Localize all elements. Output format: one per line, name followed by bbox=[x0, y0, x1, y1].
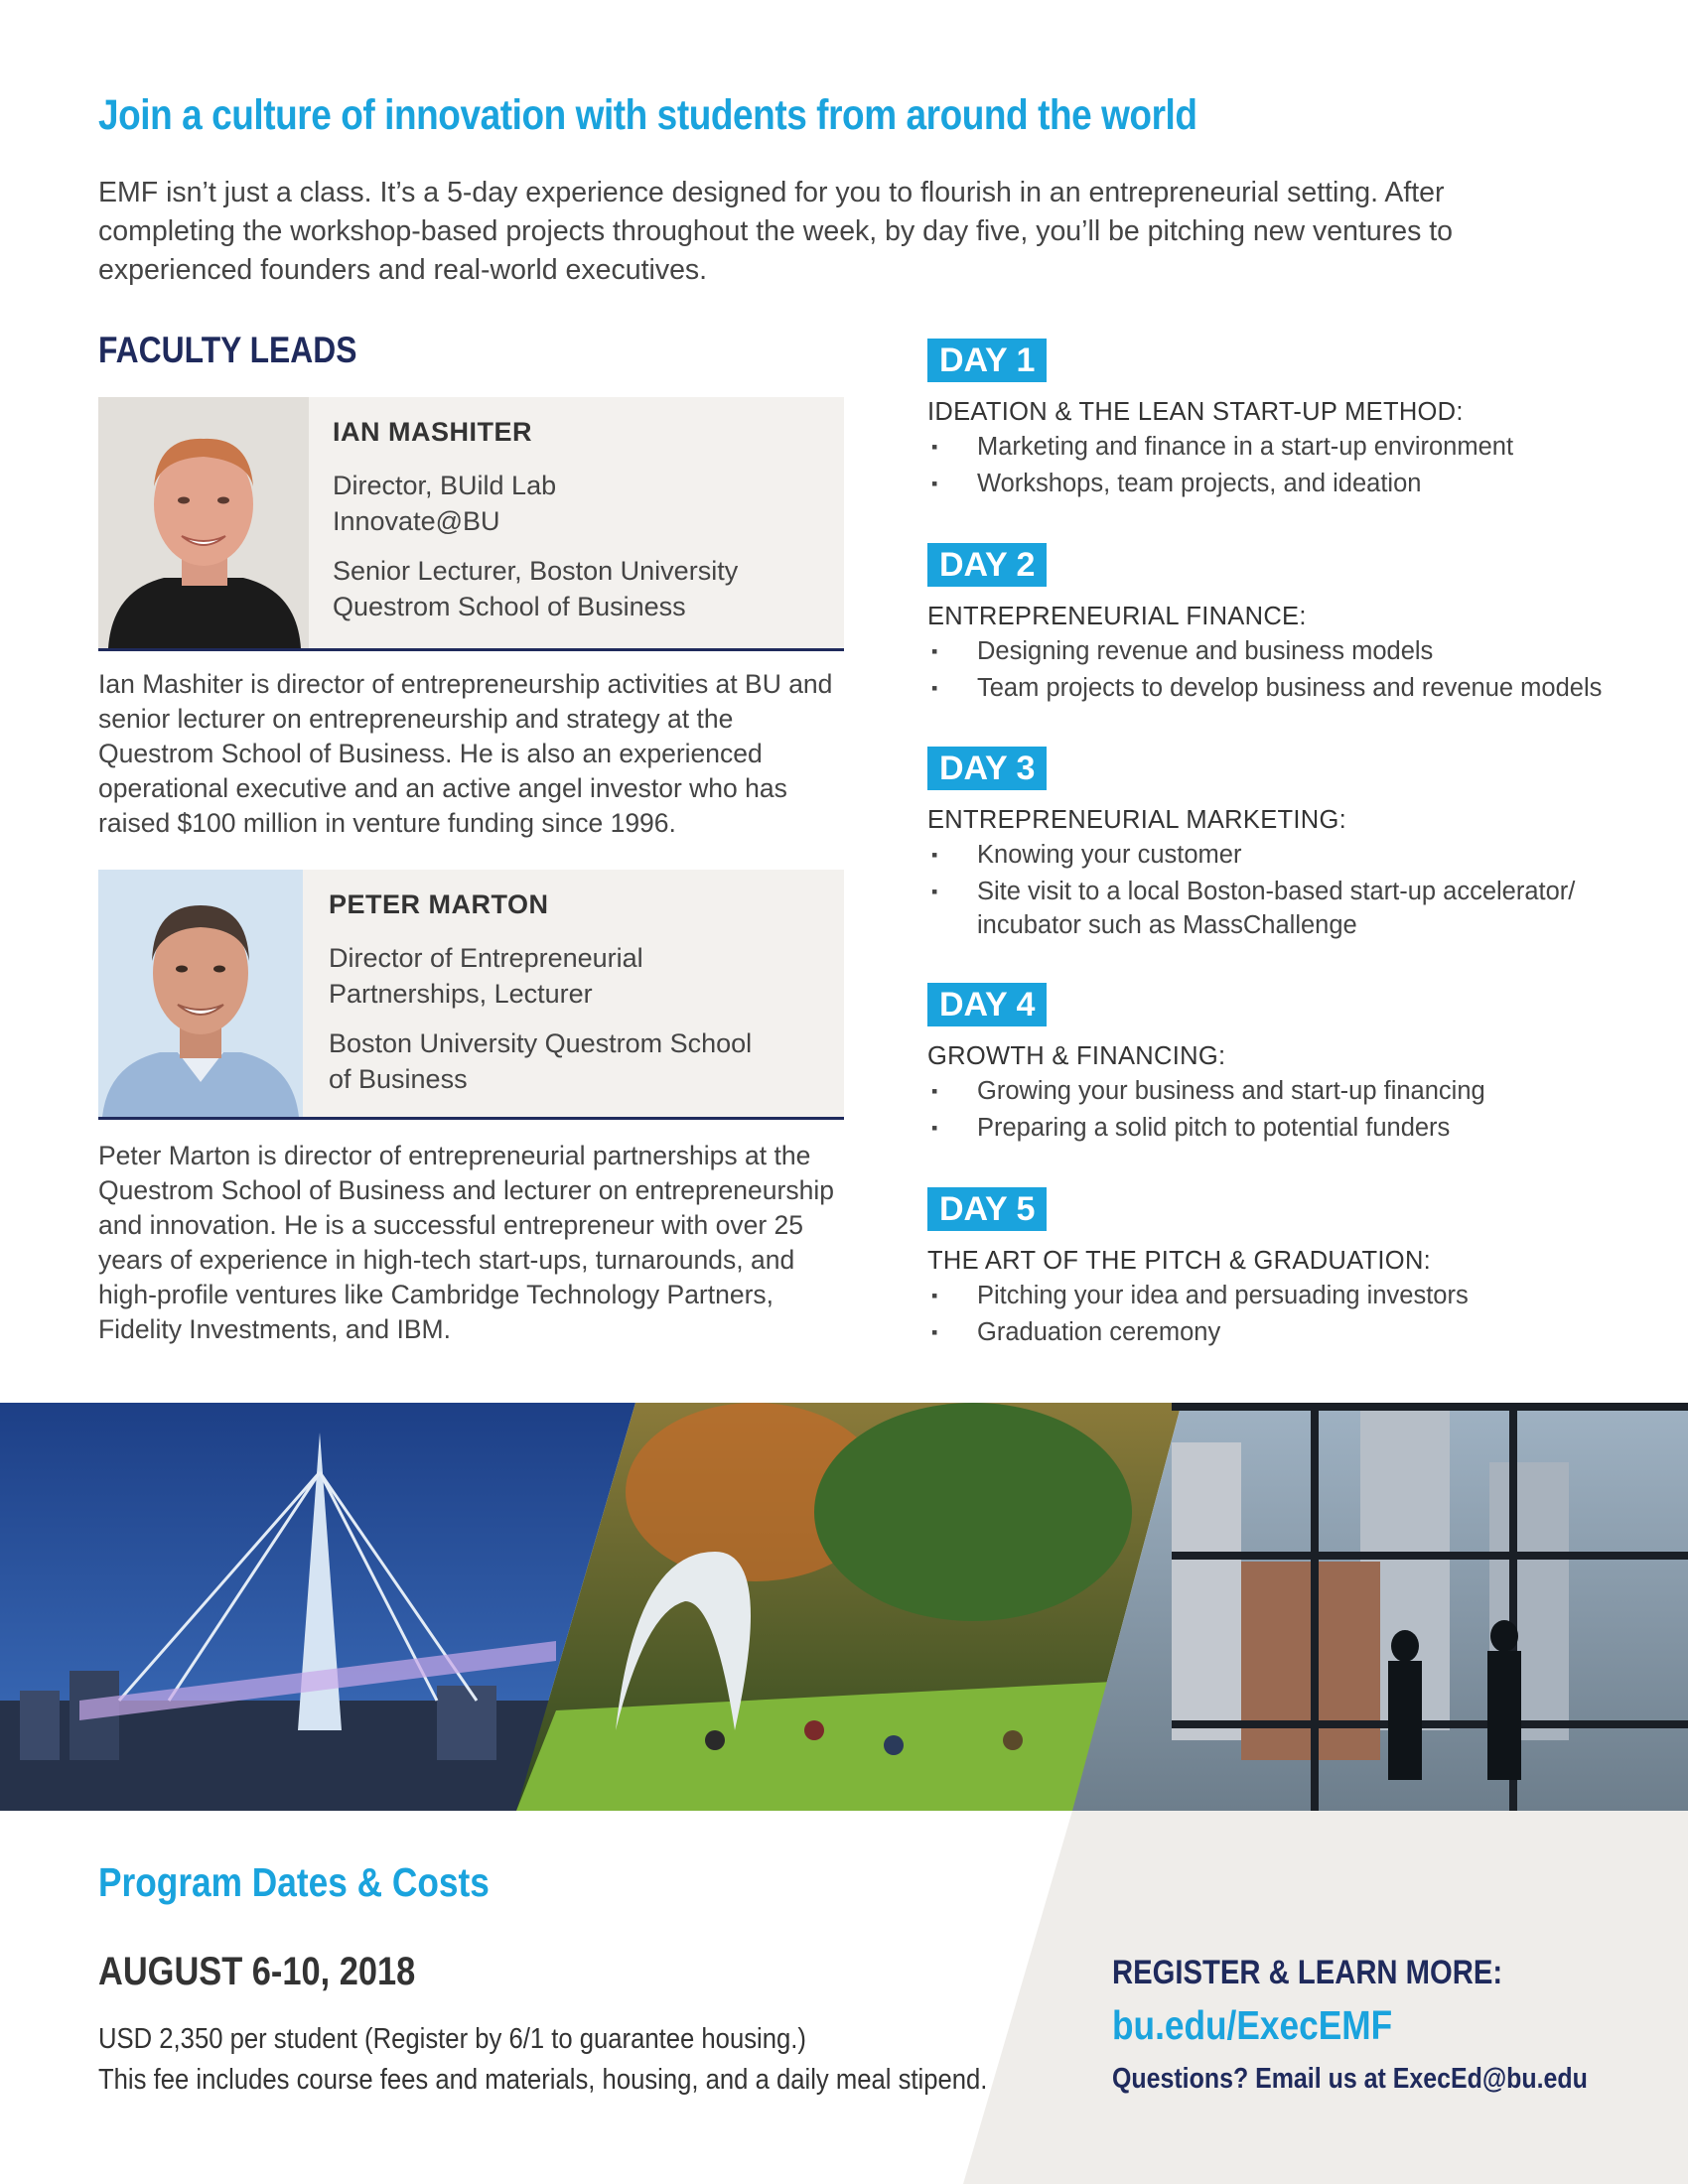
day-1-list bbox=[927, 430, 1652, 503]
program-dates: AUGUST 6-10, 2018 bbox=[98, 1950, 416, 1993]
faculty-role-line: Director, BUild Lab bbox=[333, 471, 557, 500]
faculty-leads-title: FACULTY LEADS bbox=[98, 330, 357, 370]
campus-photo-strip bbox=[0, 1403, 1688, 1811]
faculty-bio-ian-mashiter: Ian Mashiter is director of entrepreneurship activities at BU and senior lecturer on entrepreneurship and strategy at the Questrom School of Business. He is also an experienced operational executive and an active angel investor who has raised $100 million in venture funding since 1996. bbox=[98, 669, 833, 838]
faculty-name: IAN MASHITER bbox=[333, 417, 532, 447]
faculty-photo-peter-marton bbox=[98, 870, 303, 1117]
faculty-role-line: Innovate@BU bbox=[333, 506, 500, 536]
day-4-badge: DAY 4 bbox=[927, 983, 1047, 1026]
faculty-affiliation-line: Boston University Questrom School bbox=[329, 1028, 753, 1058]
list-item: ▪ Preparing a solid pitch to potential funders bbox=[927, 1111, 1652, 1145]
bullet-icon: ▪ bbox=[931, 882, 938, 901]
list-item: ▪ Team projects to develop business and revenue models bbox=[927, 671, 1652, 705]
faculty-name: PETER MARTON bbox=[329, 889, 549, 919]
bullet-icon: ▪ bbox=[931, 1286, 938, 1305]
day-5-title: THE ART OF THE PITCH & GRADUATION: bbox=[927, 1247, 1432, 1275]
faculty-role-line: Partnerships, Lecturer bbox=[329, 979, 593, 1009]
bullet-icon: ▪ bbox=[931, 1322, 938, 1342]
list-item: ▪ Marketing and finance in a start-up environment bbox=[927, 430, 1652, 464]
program-title: Program Dates & Costs bbox=[98, 1859, 490, 1905]
day-2-badge: DAY 2 bbox=[927, 543, 1047, 587]
faculty-affiliation-line: of Business bbox=[329, 1064, 468, 1094]
list-item: ▪ Designing revenue and business models bbox=[927, 634, 1652, 668]
list-item: ▪ Growing your business and start-up financing bbox=[927, 1074, 1652, 1108]
faculty-role-line: Director of Entrepreneurial bbox=[329, 943, 643, 973]
day-4-list bbox=[927, 1074, 1652, 1148]
bullet-icon: ▪ bbox=[931, 845, 938, 865]
bullet-icon: ▪ bbox=[931, 1081, 938, 1101]
page-headline: Join a culture of innovation with students from around the world bbox=[98, 91, 1197, 139]
day-3-title: ENTREPRENEURIAL MARKETING: bbox=[927, 806, 1347, 834]
program-cost-line: This fee includes course fees and materials, housing, and a daily meal stipend. bbox=[98, 2064, 988, 2096]
day-1-badge: DAY 1 bbox=[927, 339, 1047, 382]
program-cost-line: USD 2,350 per student (Register by 6/1 to guarantee housing.) bbox=[98, 2023, 806, 2055]
program-cost bbox=[98, 2019, 987, 2101]
day-3-badge: DAY 3 bbox=[927, 747, 1047, 790]
bullet-icon: ▪ bbox=[931, 474, 938, 493]
day-5-badge: DAY 5 bbox=[927, 1187, 1047, 1231]
register-heading: REGISTER & LEARN MORE: bbox=[1112, 1954, 1503, 1991]
register-link[interactable]: bu.edu/ExecEMF bbox=[1112, 2002, 1393, 2048]
faculty-affiliation-line: Senior Lecturer, Boston University bbox=[333, 556, 739, 586]
faculty-bio-peter-marton: Peter Marton is director of entrepreneurial partnerships at the Questrom School of Business and lecturer on entrepreneurship and innovation. He is a successful entrepreneur with over 25 years of experience in high-tech start-ups, turnarounds, and high-profile ventures like Cambridge Technology Partners, Fidelity Investments, and IBM. bbox=[98, 1141, 834, 1344]
list-item: ▪ Workshops, team projects, and ideation bbox=[927, 467, 1652, 500]
list-item: ▪ Graduation ceremony bbox=[927, 1315, 1652, 1349]
list-item: ▪ Knowing your customer bbox=[927, 838, 1652, 872]
faculty-affiliation-line: Questrom School of Business bbox=[333, 592, 686, 621]
day-3-list bbox=[927, 838, 1652, 945]
day-2-title: ENTREPRENEURIAL FINANCE: bbox=[927, 603, 1307, 630]
faculty-card-ian-mashiter bbox=[98, 397, 844, 651]
intro-paragraph: EMF isn’t just a class. It’s a 5-day experience designed for you to flourish in an entrepreneurial setting. After completing the workshop-based projects throughout the week, by day five, you’ll be pitching new ventures to experienced founders and real-world executives. bbox=[98, 177, 1454, 286]
bullet-icon: ▪ bbox=[931, 678, 938, 698]
bullet-icon: ▪ bbox=[931, 1118, 938, 1138]
day-1-title: IDEATION & THE LEAN START-UP METHOD: bbox=[927, 398, 1464, 426]
day-4-title: GROWTH & FINANCING: bbox=[927, 1042, 1226, 1070]
register-email: Questions? Email us at ExecEd@bu.edu bbox=[1112, 2063, 1588, 2095]
list-item: ▪ Pitching your idea and persuading investors bbox=[927, 1279, 1652, 1312]
bullet-icon: ▪ bbox=[931, 641, 938, 661]
list-item: ▪ Site visit to a local Boston-based start-up accelerator/ incubator such as MassChallenge bbox=[927, 875, 1652, 942]
day-5-list bbox=[927, 1279, 1652, 1352]
faculty-card-peter-marton bbox=[98, 870, 844, 1120]
faculty-photo-ian-mashiter bbox=[98, 397, 309, 648]
bullet-icon: ▪ bbox=[931, 437, 938, 457]
day-2-list bbox=[927, 634, 1652, 708]
